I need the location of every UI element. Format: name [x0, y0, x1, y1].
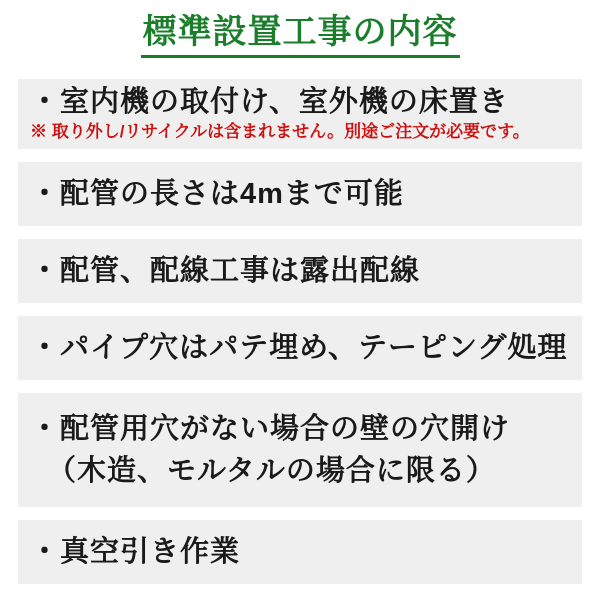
list-item — [18, 162, 582, 226]
list-item-text-continuation: （木造、モルタルの場合に限る） — [47, 455, 496, 487]
installation-item-list — [18, 79, 582, 584]
list-item — [18, 520, 582, 584]
list-item-text: ・配管、配線工事は露出配線 — [30, 255, 421, 287]
page-title: 標準設置工事の内容 — [141, 12, 460, 58]
installation-info-panel — [0, 12, 600, 600]
list-item-disclaimer-note: ※ 取り外し/リサイクルは含まれません。別途ご注文が必要です。 — [30, 122, 530, 141]
list-item-text: ・真空引き作業 — [30, 536, 241, 568]
list-item — [18, 316, 582, 380]
list-item — [18, 393, 582, 507]
title-container — [0, 12, 600, 58]
list-item-text: ・配管の長さは4mまで可能 — [30, 178, 404, 210]
list-item-text: ・配管用穴がない場合の壁の穴開け — [30, 413, 511, 445]
list-item-text: ・パイプ穴はパテ埋め、テーピング処理 — [30, 332, 568, 364]
list-item — [18, 239, 582, 303]
list-item — [18, 79, 582, 149]
list-item-text: ・室内機の取付け、室外機の床置き — [30, 86, 509, 118]
